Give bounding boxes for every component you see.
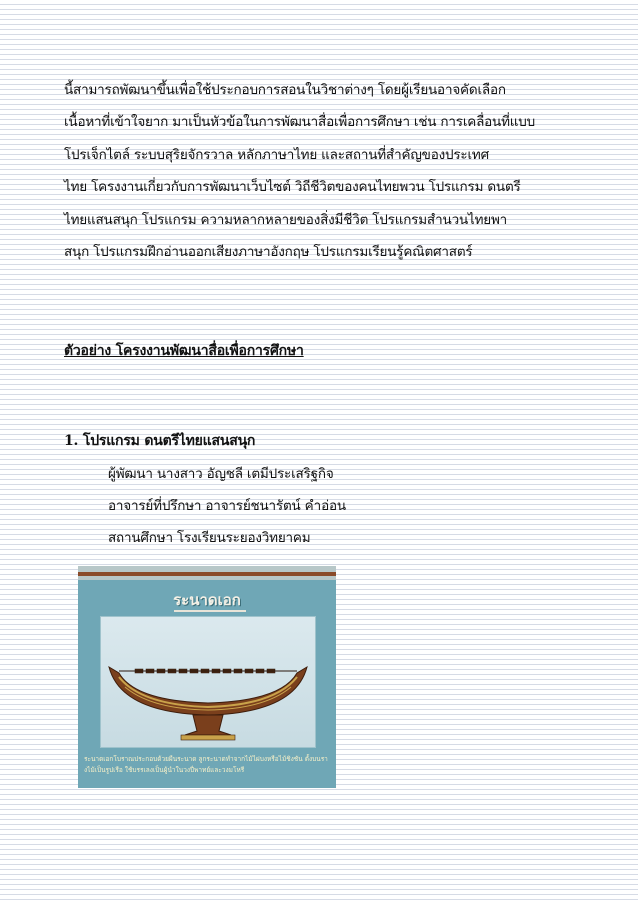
screenshot-rod <box>78 572 336 576</box>
paragraph-line: โปรเจ็กไตล์ ระบบสุริยจักรวาล หลักภาษาไทย และสถานที่สำคัญของประเทศ <box>64 146 489 163</box>
paragraph-line: ไทย โครงงานเกี่ยวกับการพัฒนาเว็บไซต์ วิถีชีวิตของคนไทยพวน โปรแกรม ดนตรี <box>64 179 521 196</box>
program-title: 1. โปรแกรม ดนตรีไทยแสนสนุก <box>64 433 256 449</box>
program-advisor: อาจารย์ที่ปรึกษา อาจารย์ชนารัตน์ คำอ่อน <box>108 498 346 514</box>
screenshot-title: ระนาดเอก <box>173 591 241 609</box>
program-developer: ผู้พัฒนา นางสาว อัญชลี เตมีประเสริฐกิจ <box>108 466 334 482</box>
section-heading: ตัวอย่าง โครงงานพัฒนาสื่อเพื่อการศึกษา <box>64 343 304 359</box>
program-screenshot <box>78 566 336 788</box>
program-school: สถานศึกษา โรงเรียนระยองวิทยาคม <box>108 530 311 546</box>
instrument-panel <box>100 616 316 748</box>
paragraph-line: ไทยแสนสนุก โปรแกรม ความหลากหลายของสิ่งมีชีวิต โปรแกรมสำนวนไทยพา <box>64 211 508 228</box>
paragraph-line: เนื้อหาที่เข้าใจยาก มาเป็นหัวข้อในการพัฒนาสื่อเพื่อการศึกษา เช่น การเคลื่อนที่แบบ <box>64 114 536 131</box>
screenshot-caption: ระนาดเอกโบราณประกอบด้วยผืนระนาด ลูกระนาดทำจากไม้ไผ่บงหรือไม้ชิงชัน ตั้งบนรางไม้เป็นรูปเรือ ใช้บรรเลงเป็นผู้นำในวงปี่พาทย์และวงมโหรี <box>84 755 328 774</box>
ranat-ek-instrument-icon <box>101 617 315 747</box>
intro-paragraph <box>64 74 584 268</box>
screenshot-title-underline <box>174 610 246 612</box>
paragraph-line: สนุก โปรแกรมฝึกอ่านออกเสียงภาษาอังกฤษ โปรแกรมเรียนรู้คณิตศาสตร์ <box>64 243 473 260</box>
paragraph-line: นี้สามารถพัฒนาขึ้นเพื่อใช้ประกอบการสอนในวิชาต่างๆ โดยผู้เรียนอาจคัดเลือก <box>64 82 506 98</box>
